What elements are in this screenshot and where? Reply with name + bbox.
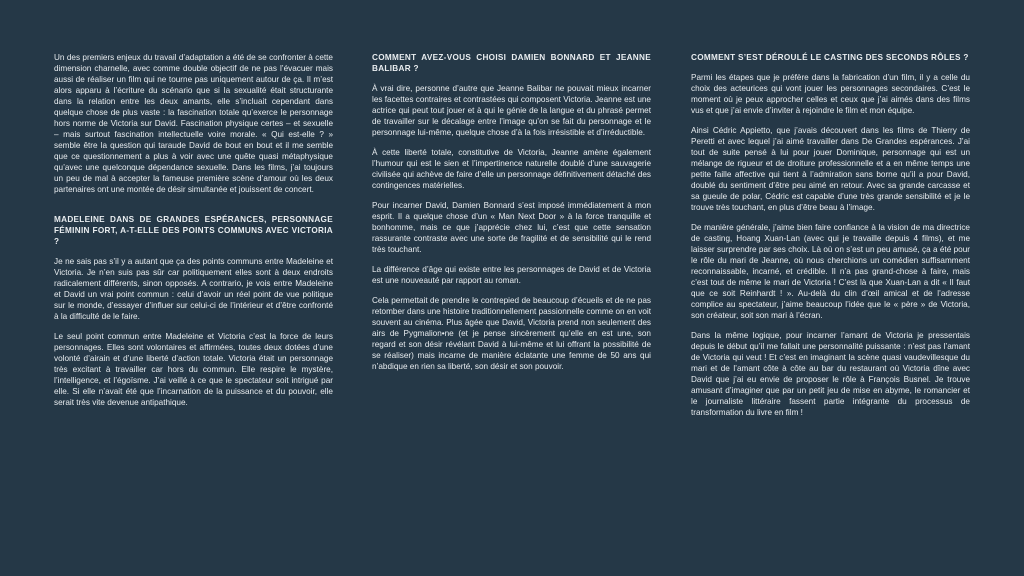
paragraph: La différence d’âge qui existe entre les personnages de David et de Victoria est une nouveauté par rapport au roman. xyxy=(372,265,651,285)
paragraph: De manière générale, j’aime bien faire confiance à la vision de ma directrice de casting, Hoang Xuan-Lan (avec qui je travaille depuis 4 films), et me laisser surprendre par ses choix. Là où on s’est un peu amusé, ça a été pour le rôle du mari de Jeanne, où nous cherchions un comédien suffisamment reconnaissable, incarné, et crédible. Il n’a pas grand-chose à faire, mais c’est tout de même le mari de Victoria ! C’est là que Xuan-Lan a dit « Il faut que ce soit Reinhardt ! ». Au-delà du clin d’œil amical et de l’adresse complice au spectateur, j’aime beaucoup l’idée que le « père » de Victoria, son créateur, soit son mari à l’écran. xyxy=(691,223,970,320)
paragraph: Dans la même logique, pour incarner l’amant de Victoria je pressentais depuis le début qu’il me fallait une personnalité puissante : n’est pas l’amant de Victoria qui veut ! Et c’est en imaginant la scène quasi vaudevillesque du mari et de l’amant côte à côte au bar du restaurant où Victoria dîne avec David que j’ai eu envie de proposer le rôle à François Busnel. Je trouve amusant d’imaginer que par un petit jeu de mise en abyme, le romancier et le journaliste littéraire fassent partie intégrante du processus de transformation du livre en film ! xyxy=(691,331,970,417)
section-heading: COMMENT S’EST DÉROULÉ LE CASTING DES SECONDS RÔLES ? xyxy=(691,53,969,62)
section-heading: MADELEINE DANS DE GRANDES ESPÉRANCES, PERSONNAGE FÉMININ FORT, A-T-ELLE DES POINTS COMMUNS AVEC VICTORIA ? xyxy=(54,215,333,246)
paragraph: Parmi les étapes que je préfère dans la fabrication d’un film, il y a celle du choix des acteurices qui vont jouer les personnages secondaires. C’est le moment où je peux approcher celles et ceux que j’ai aimés dans des films vus et que j’ai envie d’inviter à rejoindre le film et mon équipe. xyxy=(691,73,970,115)
paragraph: À cette liberté totale, constitutive de Victoria, Jeanne amène également l’humour qui est le sien et l’impertinence naturelle doublé d’une sauvagerie civilisée qui achève de faire d’elle un personnage définitivement détaché des contingences matérielles. xyxy=(372,148,651,190)
text-column-2 xyxy=(372,52,651,381)
text-column-1 xyxy=(54,52,333,417)
paragraph: Ainsi Cédric Appietto, que j’avais découvert dans les films de Thierry de Peretti et avec lequel j’ai aimé travailler dans De Grandes espérances. J’ai tout de suite pensé à lui pour jouer Dominique, personnage qui est un mélange de rigueur et de droiture professionnelle et a en même temps une petite faille affective qui tient à l’admiration sans borne qu’il a pour David, doublé du sentiment d’être peu aimé en retour. Avec sa grande carcasse et sa gueule de polar, Cédric est capable d’une très grande sensibilité et je le trouve très touchant, en plus d’être beau à l’image. xyxy=(691,126,970,212)
paragraph: Je ne sais pas s’il y a autant que ça des points communs entre Madeleine et Victoria. Je n’en suis pas sûr car politiquement elles sont à deux endroits radicalement différents, sinon opposés. A contrario, je vois entre Madeleine et David un vrai point commun : celui d’avoir un réel point de vue politique sur le monde, d’essayer d’influer sur celui-ci de l’intérieur et d’être confronté à la difficulté de le faire. xyxy=(54,257,333,321)
paragraph: Cela permettait de prendre le contrepied de beaucoup d’écueils et de ne pas retomber dans une histoire traditionnellement passionnelle comme on en voit souvent au cinéma. Plus âgée que David, Victoria prend non seulement des airs de Pygmalion•ne (et je pense sincèrement qu’elle en est une, son regard et son désir révélant David à lui-même et lui offrant la possibilité de se réaliser) mais incarne de manière éclatante une femme de 50 ans qui n’abdique en rien sa liberté, son désir et son pouvoir. xyxy=(372,296,651,371)
text-column-3 xyxy=(691,52,970,427)
paragraph: À vrai dire, personne d’autre que Jeanne Balibar ne pouvait mieux incarner les facettes contraires et contrastées qui composent Victoria. Jeanne est une actrice qui peut tout jouer et à qui le génie de la langue et du phrasé permet de travailler sur le décalage entre l’image qu’on se fait du personnage et le personnage lui-même, quelque chose d’à la fois irrésistible et d’irréductible. xyxy=(372,84,651,137)
section-heading: COMMENT AVEZ-VOUS CHOISI DAMIEN BONNARD ET JEANNE BALIBAR ? xyxy=(372,53,651,73)
paragraph: Un des premiers enjeux du travail d’adaptation a été de se confronter à cette dimension charnelle, avec comme double objectif de ne pas l’évacuer mais aussi de réaliser un film qui ne tourne pas uniquement autour de ça. Il m’est alors apparu à l’écriture du scénario que si la sexualité était structurante dans la relation entre les deux amants, elle s’incluait cependant dans quelque chose de plus vaste : la fascination totale qu’exerce le personnage hors norme de Victoria sur David. Fascination physique certes – et sexuelle – mais surtout fascination intellectuelle voire morale. « Qui est-elle ? » semble être la question qui taraude David de bout en bout et il me semble que ce questionnement a plus à voir avec une quête quasi métaphysique qu’avec une quelconque dépendance sexuelle. Dans les films, j’ai toujours un peu de mal à accepter la fameuse première scène d’amour où les deux partenaires ont une montée de désir simultanée et jouissent de concert. xyxy=(54,53,333,194)
paragraph: Pour incarner David, Damien Bonnard s’est imposé immédiatement à mon esprit. Il a quelque chose d’un « Man Next Door » à la force tranquille et bonhomme, mais ce que j’apprécie chez lui, c’est que cette sensation rassurante contraste avec une sorte de fragilité et de sensibilité qui le rend très touchant. xyxy=(372,201,651,254)
paragraph: Le seul point commun entre Madeleine et Victoria c’est la force de leurs personnages. Elles sont volontaires et affirmées, toutes deux dotées d’une volonté d’airain et d’une liberté d’action totale. Victoria était un personnage très excitant à travailler car hors du commun. Elle respire le mystère, l’intelligence, et l’égoïsme. J’ai veillé à ce que le spectateur soit intrigué par elle. Si elle n’avait été que l’incarnation de la puissance et du pouvoir, elle serait très vite devenue antipathique. xyxy=(54,332,333,407)
